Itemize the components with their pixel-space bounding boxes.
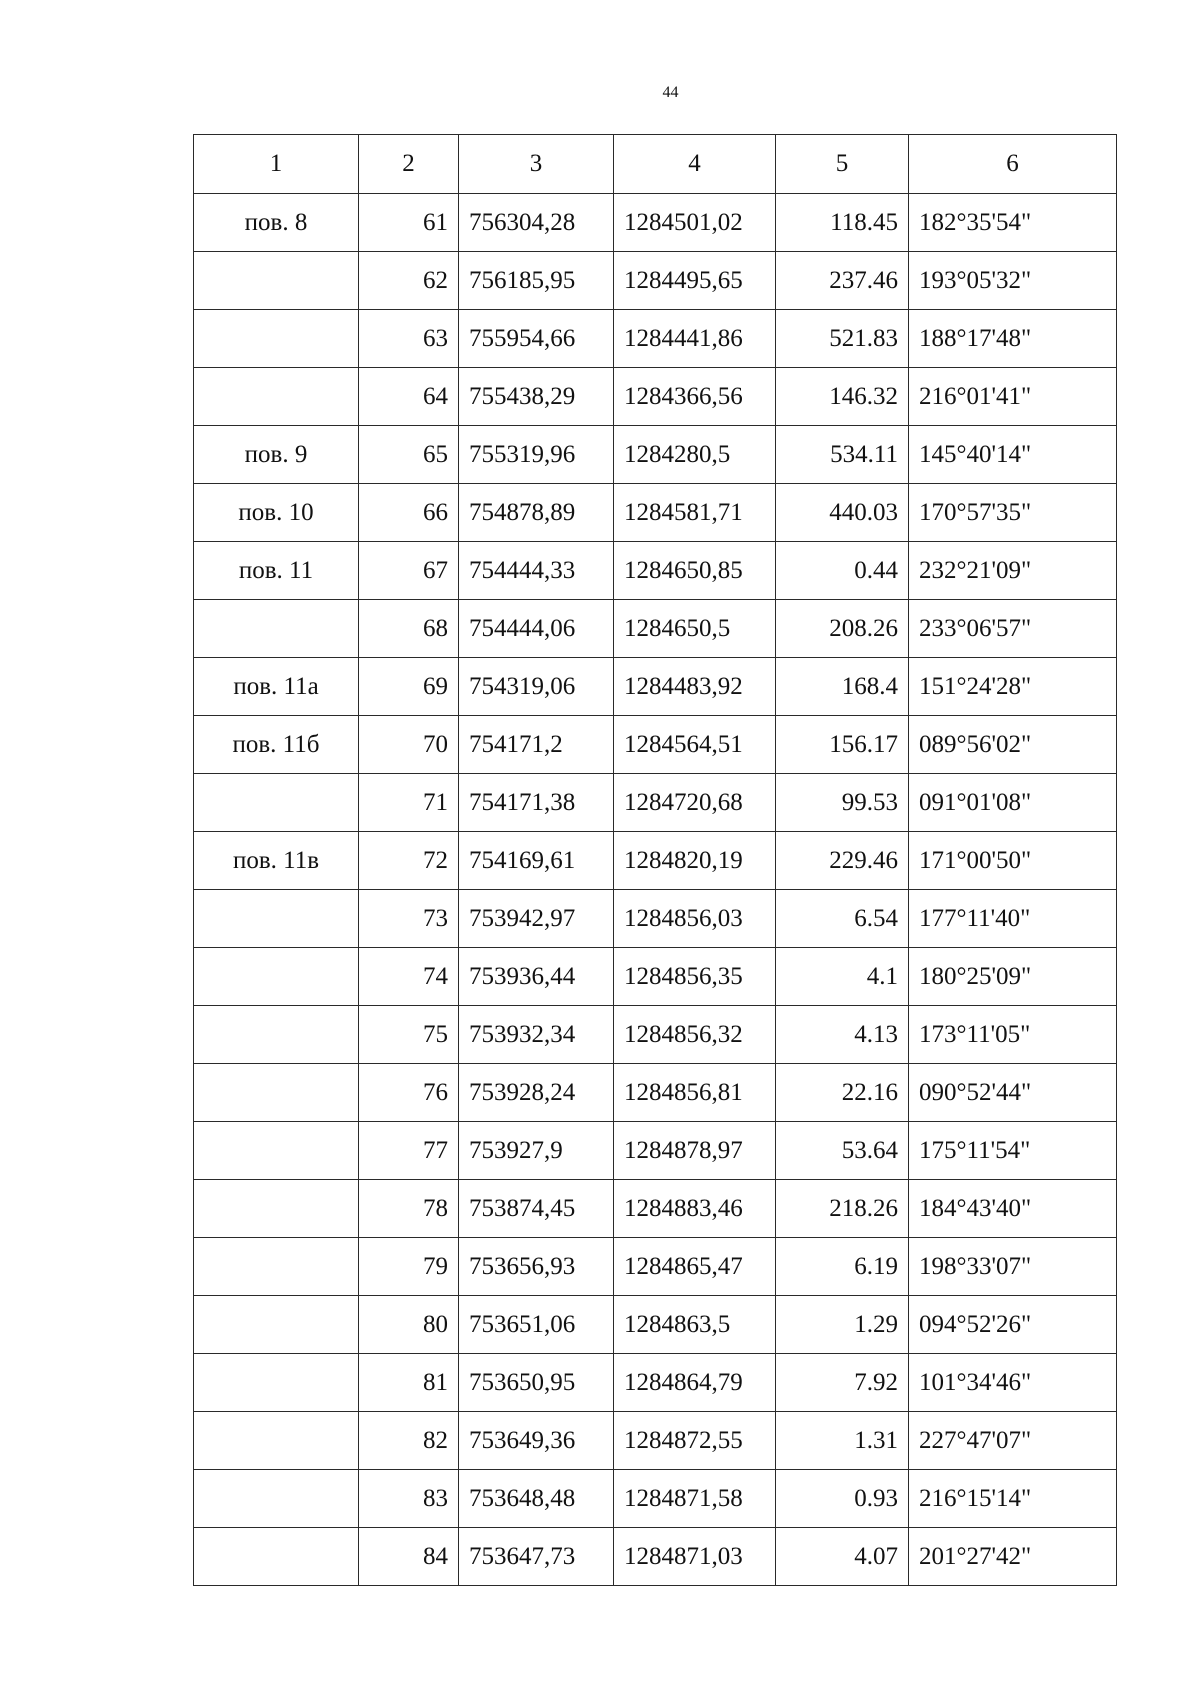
table-cell-col-3: 754878,89 xyxy=(459,484,614,542)
column-header-1: 1 xyxy=(194,135,359,194)
table-cell-col-3: 755319,96 xyxy=(459,426,614,484)
table-cell-col-5: 7.92 xyxy=(776,1354,909,1412)
table-cell-col-4: 1284720,68 xyxy=(614,774,776,832)
table-row xyxy=(194,1470,1117,1528)
table-row xyxy=(194,1354,1117,1412)
table-cell-col-1 xyxy=(194,1064,359,1122)
table-cell-col-6: 198°33'07" xyxy=(909,1238,1117,1296)
table-cell-col-2: 79 xyxy=(359,1238,459,1296)
table-row xyxy=(194,774,1117,832)
table-cell-col-4: 1284856,35 xyxy=(614,948,776,1006)
table-cell-col-3: 756185,95 xyxy=(459,252,614,310)
table-cell-col-2: 77 xyxy=(359,1122,459,1180)
table-cell-col-2: 66 xyxy=(359,484,459,542)
table-cell-col-5: 237.46 xyxy=(776,252,909,310)
table-cell-col-1 xyxy=(194,368,359,426)
table-cell-col-6: 091°01'08" xyxy=(909,774,1117,832)
table-cell-col-1: пов. 11 xyxy=(194,542,359,600)
table-cell-col-6: 233°06'57" xyxy=(909,600,1117,658)
table-cell-col-6: 232°21'09" xyxy=(909,542,1117,600)
header-row xyxy=(194,135,1117,194)
table-cell-col-1 xyxy=(194,1122,359,1180)
table-cell-col-3: 753942,97 xyxy=(459,890,614,948)
table-cell-col-3: 754171,2 xyxy=(459,716,614,774)
table-row xyxy=(194,600,1117,658)
table-cell-col-4: 1284871,58 xyxy=(614,1470,776,1528)
table-cell-col-3: 754319,06 xyxy=(459,658,614,716)
table-cell-col-1 xyxy=(194,1470,359,1528)
table-cell-col-5: 0.44 xyxy=(776,542,909,600)
table-cell-col-3: 756304,28 xyxy=(459,194,614,252)
table-row xyxy=(194,194,1117,252)
table-cell-col-1 xyxy=(194,890,359,948)
table-cell-col-2: 73 xyxy=(359,890,459,948)
table-row xyxy=(194,252,1117,310)
table-header xyxy=(194,135,1117,194)
table-cell-col-5: 229.46 xyxy=(776,832,909,890)
table-cell-col-2: 81 xyxy=(359,1354,459,1412)
table-cell-col-6: 145°40'14" xyxy=(909,426,1117,484)
table-cell-col-5: 168.4 xyxy=(776,658,909,716)
table-cell-col-1 xyxy=(194,1296,359,1354)
table-row xyxy=(194,832,1117,890)
table-cell-col-4: 1284878,97 xyxy=(614,1122,776,1180)
table-cell-col-4: 1284856,32 xyxy=(614,1006,776,1064)
table-cell-col-6: 201°27'42" xyxy=(909,1528,1117,1586)
table-cell-col-2: 74 xyxy=(359,948,459,1006)
table-cell-col-5: 6.54 xyxy=(776,890,909,948)
column-header-5: 5 xyxy=(776,135,909,194)
table-cell-col-4: 1284864,79 xyxy=(614,1354,776,1412)
table-row xyxy=(194,890,1117,948)
table-cell-col-4: 1284564,51 xyxy=(614,716,776,774)
column-header-4: 4 xyxy=(614,135,776,194)
table-cell-col-1 xyxy=(194,1354,359,1412)
table-cell-col-2: 62 xyxy=(359,252,459,310)
column-header-6: 6 xyxy=(909,135,1117,194)
table-cell-col-3: 753647,73 xyxy=(459,1528,614,1586)
table-cell-col-2: 80 xyxy=(359,1296,459,1354)
table-cell-col-3: 754171,38 xyxy=(459,774,614,832)
column-header-2: 2 xyxy=(359,135,459,194)
table-cell-col-2: 69 xyxy=(359,658,459,716)
table-cell-col-3: 753936,44 xyxy=(459,948,614,1006)
table-row xyxy=(194,310,1117,368)
table-cell-col-1 xyxy=(194,600,359,658)
table-cell-col-5: 6.19 xyxy=(776,1238,909,1296)
table-cell-col-4: 1284483,92 xyxy=(614,658,776,716)
table-cell-col-6: 184°43'40" xyxy=(909,1180,1117,1238)
table-cell-col-2: 83 xyxy=(359,1470,459,1528)
table-cell-col-3: 753656,93 xyxy=(459,1238,614,1296)
table-cell-col-1 xyxy=(194,1180,359,1238)
table-cell-col-4: 1284650,5 xyxy=(614,600,776,658)
table-cell-col-3: 753927,9 xyxy=(459,1122,614,1180)
table-cell-col-2: 71 xyxy=(359,774,459,832)
table-cell-col-5: 208.26 xyxy=(776,600,909,658)
table-cell-col-2: 72 xyxy=(359,832,459,890)
table-cell-col-1: пов. 11в xyxy=(194,832,359,890)
table-cell-col-5: 4.07 xyxy=(776,1528,909,1586)
table-cell-col-1: пов. 9 xyxy=(194,426,359,484)
table-cell-col-4: 1284820,19 xyxy=(614,832,776,890)
table-row xyxy=(194,1180,1117,1238)
table-cell-col-2: 70 xyxy=(359,716,459,774)
table-cell-col-6: 170°57'35" xyxy=(909,484,1117,542)
table-cell-col-1 xyxy=(194,1528,359,1586)
table-cell-col-2: 78 xyxy=(359,1180,459,1238)
table-cell-col-3: 753648,48 xyxy=(459,1470,614,1528)
table-cell-col-1: пов. 10 xyxy=(194,484,359,542)
table-cell-col-1: пов. 11б xyxy=(194,716,359,774)
table-row xyxy=(194,658,1117,716)
table-cell-col-1: пов. 11а xyxy=(194,658,359,716)
table-cell-col-6: 101°34'46" xyxy=(909,1354,1117,1412)
table-cell-col-3: 754444,33 xyxy=(459,542,614,600)
table-cell-col-2: 76 xyxy=(359,1064,459,1122)
table-cell-col-2: 82 xyxy=(359,1412,459,1470)
table-cell-col-5: 534.11 xyxy=(776,426,909,484)
table-cell-col-5: 1.29 xyxy=(776,1296,909,1354)
table-cell-col-1 xyxy=(194,252,359,310)
table-cell-col-5: 1.31 xyxy=(776,1412,909,1470)
table-cell-col-6: 182°35'54" xyxy=(909,194,1117,252)
table-cell-col-5: 53.64 xyxy=(776,1122,909,1180)
table-cell-col-4: 1284280,5 xyxy=(614,426,776,484)
table-cell-col-6: 090°52'44" xyxy=(909,1064,1117,1122)
table-cell-col-4: 1284581,71 xyxy=(614,484,776,542)
table-cell-col-6: 216°01'41" xyxy=(909,368,1117,426)
table-cell-col-4: 1284650,85 xyxy=(614,542,776,600)
table-cell-col-4: 1284495,65 xyxy=(614,252,776,310)
table-cell-col-1 xyxy=(194,948,359,1006)
table-cell-col-5: 99.53 xyxy=(776,774,909,832)
table-row xyxy=(194,1412,1117,1470)
table-row xyxy=(194,948,1117,1006)
coordinates-table xyxy=(193,134,1117,1586)
table-cell-col-5: 4.1 xyxy=(776,948,909,1006)
table-cell-col-4: 1284366,56 xyxy=(614,368,776,426)
table-row xyxy=(194,1238,1117,1296)
table-cell-col-6: 089°56'02" xyxy=(909,716,1117,774)
table-cell-col-3: 753649,36 xyxy=(459,1412,614,1470)
table-cell-col-4: 1284871,03 xyxy=(614,1528,776,1586)
table-cell-col-5: 156.17 xyxy=(776,716,909,774)
table-cell-col-2: 67 xyxy=(359,542,459,600)
table-row xyxy=(194,1064,1117,1122)
table-cell-col-2: 61 xyxy=(359,194,459,252)
table-row xyxy=(194,1296,1117,1354)
table-cell-col-6: 173°11'05" xyxy=(909,1006,1117,1064)
table-cell-col-1: пов. 8 xyxy=(194,194,359,252)
table-cell-col-3: 755438,29 xyxy=(459,368,614,426)
table-body xyxy=(194,194,1117,1586)
table-cell-col-5: 4.13 xyxy=(776,1006,909,1064)
table-row xyxy=(194,1528,1117,1586)
table-cell-col-3: 753874,45 xyxy=(459,1180,614,1238)
table-cell-col-4: 1284856,81 xyxy=(614,1064,776,1122)
table-cell-col-1 xyxy=(194,774,359,832)
table-cell-col-1 xyxy=(194,1006,359,1064)
table-row xyxy=(194,1122,1117,1180)
table-row xyxy=(194,484,1117,542)
table-cell-col-1 xyxy=(194,310,359,368)
table-cell-col-4: 1284441,86 xyxy=(614,310,776,368)
table-cell-col-6: 180°25'09" xyxy=(909,948,1117,1006)
table-cell-col-2: 65 xyxy=(359,426,459,484)
table-cell-col-5: 118.45 xyxy=(776,194,909,252)
table-cell-col-5: 146.32 xyxy=(776,368,909,426)
table-row xyxy=(194,542,1117,600)
table-cell-col-5: 0.93 xyxy=(776,1470,909,1528)
table-cell-col-3: 753650,95 xyxy=(459,1354,614,1412)
table-cell-col-6: 094°52'26" xyxy=(909,1296,1117,1354)
table-cell-col-1 xyxy=(194,1238,359,1296)
table-cell-col-6: 171°00'50" xyxy=(909,832,1117,890)
table-cell-col-3: 753928,24 xyxy=(459,1064,614,1122)
table-cell-col-6: 188°17'48" xyxy=(909,310,1117,368)
table-row xyxy=(194,426,1117,484)
table-cell-col-2: 84 xyxy=(359,1528,459,1586)
table-cell-col-5: 440.03 xyxy=(776,484,909,542)
table-cell-col-4: 1284501,02 xyxy=(614,194,776,252)
table-cell-col-6: 175°11'54" xyxy=(909,1122,1117,1180)
table-cell-col-3: 754169,61 xyxy=(459,832,614,890)
table-cell-col-1 xyxy=(194,1412,359,1470)
table-cell-col-4: 1284872,55 xyxy=(614,1412,776,1470)
table-cell-col-2: 75 xyxy=(359,1006,459,1064)
table-cell-col-3: 755954,66 xyxy=(459,310,614,368)
table-cell-col-6: 216°15'14" xyxy=(909,1470,1117,1528)
table-cell-col-2: 63 xyxy=(359,310,459,368)
table-cell-col-3: 754444,06 xyxy=(459,600,614,658)
table-cell-col-6: 177°11'40" xyxy=(909,890,1117,948)
column-header-3: 3 xyxy=(459,135,614,194)
table-row xyxy=(194,368,1117,426)
table-cell-col-3: 753651,06 xyxy=(459,1296,614,1354)
table-cell-col-4: 1284863,5 xyxy=(614,1296,776,1354)
table-row xyxy=(194,1006,1117,1064)
table-cell-col-6: 151°24'28" xyxy=(909,658,1117,716)
table-cell-col-6: 227°47'07" xyxy=(909,1412,1117,1470)
table-cell-col-6: 193°05'32" xyxy=(909,252,1117,310)
table-cell-col-3: 753932,34 xyxy=(459,1006,614,1064)
page-number: 44 xyxy=(662,84,679,101)
table-row xyxy=(194,716,1117,774)
table-cell-col-5: 22.16 xyxy=(776,1064,909,1122)
table-cell-col-2: 64 xyxy=(359,368,459,426)
table-cell-col-2: 68 xyxy=(359,600,459,658)
table-cell-col-4: 1284865,47 xyxy=(614,1238,776,1296)
table-cell-col-5: 521.83 xyxy=(776,310,909,368)
table-cell-col-5: 218.26 xyxy=(776,1180,909,1238)
table-cell-col-4: 1284883,46 xyxy=(614,1180,776,1238)
table-cell-col-4: 1284856,03 xyxy=(614,890,776,948)
